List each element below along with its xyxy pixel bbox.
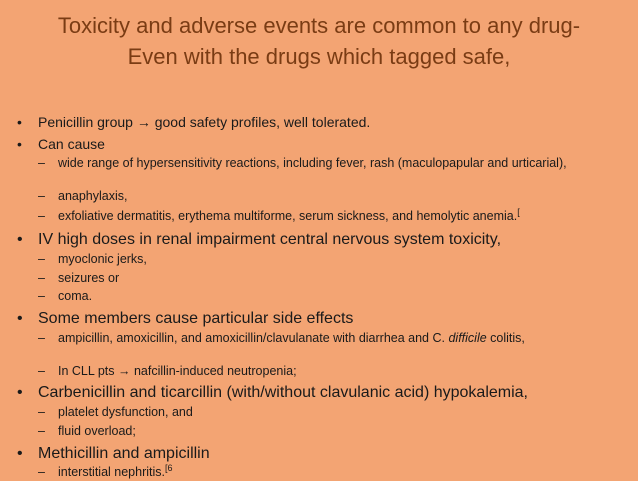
sub-bullet-item — [14, 462, 613, 481]
sub-bullet-text: coma. — [58, 289, 93, 303]
sub-bullet-dash: – — [38, 424, 45, 438]
bullet-dot: • — [17, 231, 23, 248]
sub-bullet-item — [14, 252, 613, 268]
bullet-text: IV high doses in renal impairment central nervous system toxicity, — [38, 231, 502, 248]
sub-bullet-dash: – — [38, 252, 45, 266]
sub-bullet-item — [14, 364, 613, 380]
sub-bullet-text: interstitial nephritis. — [58, 465, 165, 479]
sub-bullet-dash: – — [38, 364, 45, 378]
sub-bullet-item — [14, 405, 613, 421]
citation-superscript: [6 — [165, 462, 173, 473]
sub-bullet-item — [14, 271, 613, 287]
title-line-1: Toxicity and adverse events are common to any drug- — [57, 13, 581, 38]
sub-bullet-item — [14, 189, 613, 205]
bullet-dot: • — [17, 384, 23, 401]
sub-bullet-item — [14, 156, 613, 172]
sub-bullet-italic: difficile — [448, 331, 487, 345]
sub-bullet-dash: – — [38, 405, 45, 419]
sub-bullet-text: wide range of hypersensitivity reactions, including fever, rash (maculopapular and urticarial), — [58, 156, 567, 170]
bullet-text: Carbenicillin and ticarcillin (with/without clavulanic acid) hypokalemia, — [38, 384, 528, 401]
bullet-item — [14, 382, 638, 403]
bullet-dot: • — [17, 445, 23, 462]
sub-bullet-item — [14, 331, 613, 347]
bullet-text: Methicillin and ampicillin — [38, 445, 210, 462]
sub-bullet-item — [14, 206, 613, 225]
sub-bullet-rest: colitis, — [486, 331, 525, 345]
bullet-item — [14, 229, 638, 250]
bullet-item — [14, 113, 638, 132]
citation-superscript: [ — [517, 206, 520, 217]
bullet-item — [14, 443, 638, 464]
sub-bullet-text: In CLL pts → nafcillin-induced neutropenia; — [58, 364, 297, 378]
sub-bullet-text: ampicillin, amoxicillin, and amoxicillin/clavulanate with diarrhea and C. — [58, 331, 449, 345]
sub-bullet-dash: – — [38, 189, 45, 203]
sub-bullet-dash: – — [38, 271, 45, 285]
sub-bullet-dash: – — [38, 465, 45, 479]
sub-bullet-text: platelet dysfunction, and — [58, 405, 193, 419]
slide-title — [0, 10, 638, 72]
sub-bullet-dash: – — [38, 156, 45, 170]
sub-bullet-text: anaphylaxis, — [58, 189, 128, 203]
sub-bullet-text: exfoliative dermatitis, erythema multiforme, serum sickness, and hemolytic anemia. — [58, 209, 518, 223]
bullet-text: Can cause — [38, 136, 105, 152]
sub-bullet-dash: – — [38, 289, 45, 303]
bullet-text: Penicillin group → good safety profiles, well tolerated. — [38, 114, 371, 130]
bullet-item — [14, 135, 638, 154]
sub-bullet-item — [14, 424, 613, 440]
sub-bullet-dash: – — [38, 209, 45, 223]
sub-bullet-dash: – — [38, 331, 45, 345]
bullet-dot: • — [17, 310, 23, 327]
sub-bullet-item — [14, 289, 613, 305]
bullet-dot: • — [17, 114, 22, 130]
sub-bullet-text: fluid overload; — [58, 424, 136, 438]
title-line-2: Even with the drugs which tagged safe, — [127, 44, 511, 69]
sub-bullet-text: myoclonic jerks, — [58, 252, 147, 266]
sub-bullet-text: seizures or — [58, 271, 120, 285]
bullet-item — [14, 308, 638, 329]
bullet-text: Some members cause particular side effects — [38, 310, 354, 327]
bullet-dot: • — [17, 136, 22, 152]
